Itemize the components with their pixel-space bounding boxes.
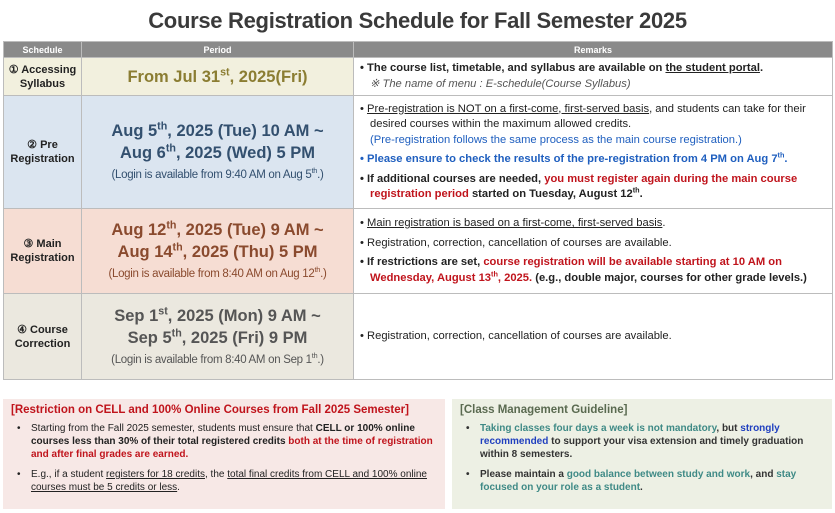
- remark-line: • The course list, timetable, and syllabus are available on the student portal.: [360, 62, 764, 74]
- schedule-label: Registration: [10, 153, 75, 165]
- period-end: Sep 5th, 2025 (Fri) 9 PM: [127, 327, 308, 347]
- period-cell: [82, 58, 354, 96]
- period-cell: [82, 96, 354, 209]
- remarks-cell: [354, 294, 833, 380]
- remark-line: • Registration, correction, cancellation of courses are available.: [360, 329, 672, 342]
- header-period: Period: [82, 42, 354, 58]
- schedule-cell: [4, 209, 82, 294]
- guideline-box: [452, 399, 832, 509]
- login-note: (Login is available from 8:40 AM on Aug 12th.): [108, 265, 327, 280]
- table-row: [4, 209, 833, 294]
- table-row: [4, 294, 833, 380]
- remarks-cell: [354, 96, 833, 209]
- period-start: Aug 5th, 2025 (Tue) 10 AM ~: [111, 120, 324, 140]
- remark-line: • If additional courses are needed, you must register again during the main course registration period started on Tuesday, August 12th.: [360, 172, 798, 200]
- period-end: Aug 14th, 2025 (Thu) 5 PM: [117, 241, 318, 261]
- restriction-box: [3, 399, 445, 509]
- schedule-table: [3, 41, 833, 380]
- guideline-list: [460, 422, 824, 494]
- table-row: [4, 58, 833, 96]
- period-cell: [82, 209, 354, 294]
- schedule-cell: [4, 96, 82, 209]
- guideline-title: [Class Management Guideline]: [460, 404, 628, 416]
- list-item: • Please maintain a good balance between study and work, and stay focused on your role as a student.: [460, 468, 824, 494]
- table-row: [4, 96, 833, 209]
- schedule-cell: [4, 294, 82, 380]
- schedule-label: ③ Main: [23, 238, 62, 250]
- header-remarks: Remarks: [354, 42, 833, 58]
- schedule-label: ② Pre: [27, 139, 58, 151]
- remark-line: • Pre-registration is NOT on a first-come, first-served basis, and students can take for their desired courses within the maximum allowed credits.: [360, 102, 806, 130]
- remark-line: • Registration, correction, cancellation of courses are available.: [360, 236, 672, 249]
- list-item: • Starting from the Fall 2025 semester, students must ensure that CELL or 100% online courses less than 30% of their total registered credits both at the time of registration and after final grades are earned.: [11, 422, 437, 461]
- page-title: Course Registration Schedule for Fall Semester 2025: [148, 8, 687, 33]
- period-start: Aug 12th, 2025 (Tue) 9 AM ~: [111, 219, 324, 239]
- remarks-cell: [354, 58, 833, 96]
- menu-note: ※ The name of menu : E-schedule(Course Syllabus): [370, 77, 631, 90]
- list-item: • E.g., if a student registers for 18 credits, the total final credits from CELL and 100% online courses must be 5 credits or less.: [11, 468, 437, 494]
- remark-line: • Main registration is based on a first-come, first-served basis.: [360, 217, 666, 229]
- period-cell: [82, 294, 354, 380]
- login-note: (Login is available from 8:40 AM on Sep 1th.): [111, 350, 324, 366]
- remark-line: • If restrictions are set, course registration will be available starting at 10 AM on Wednesday, August 13th, 2025. (e.g., double major, courses for other grade levels.): [360, 256, 807, 284]
- period-end: Aug 6th, 2025 (Wed) 5 PM: [119, 142, 316, 162]
- student-portal-link[interactable]: the student portal: [665, 62, 760, 74]
- restriction-list: [11, 422, 437, 494]
- schedule-cell: [4, 58, 82, 96]
- schedule-label: Correction: [14, 337, 71, 350]
- schedule-label: ① Accessing: [8, 63, 77, 76]
- remark-line: • Please ensure to check the results of the pre-registration from 4 PM on Aug 7th.: [360, 150, 788, 165]
- schedule-label: Syllabus: [19, 77, 66, 90]
- login-note: (Login is available from 9:40 AM on Aug 5th.): [111, 166, 324, 181]
- schedule-label: ④ Course: [17, 323, 68, 336]
- period-start: Sep 1st, 2025 (Mon) 9 AM ~: [114, 305, 321, 325]
- header-schedule: Schedule: [4, 42, 82, 58]
- remarks-cell: [354, 209, 833, 294]
- restriction-title: [Restriction on CELL and 100% Online Courses from Fall 2025 Semester]: [11, 404, 409, 416]
- list-item: • Taking classes four days a week is not mandatory, but strongly recommended to support your visa extension and timely graduation within 8 semesters.: [460, 422, 824, 461]
- remark-note: (Pre-registration follows the same process as the main course registration.): [370, 133, 742, 146]
- period-date: From Jul 31st, 2025(Fri): [127, 66, 308, 86]
- schedule-label: Registration: [10, 252, 75, 264]
- table-header-row: [4, 42, 833, 58]
